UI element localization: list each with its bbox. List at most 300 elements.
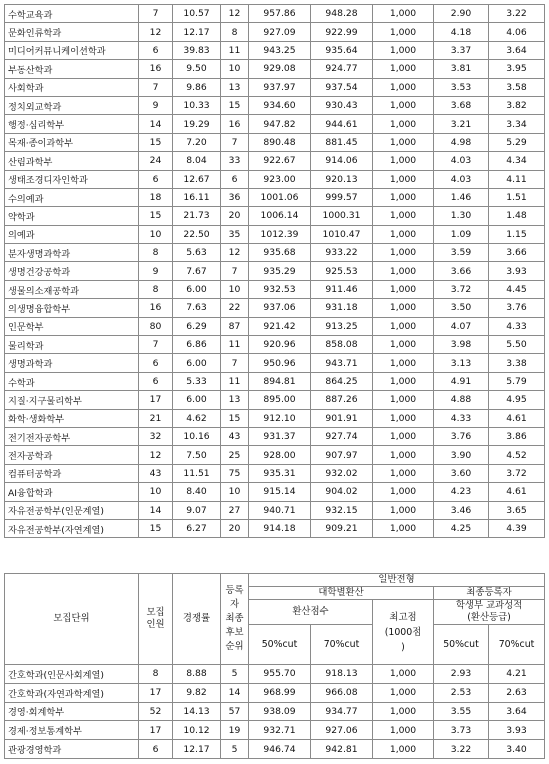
table-cell: 4.33 (434, 409, 489, 427)
table-cell: 5 (221, 740, 249, 759)
table-cell: 4.95 (489, 391, 545, 409)
header-cut50-score: 50%cut (249, 625, 311, 665)
table-row (5, 225, 545, 243)
table-cell: 4.61 (489, 409, 545, 427)
header-cut50-grade: 50%cut (434, 625, 489, 665)
table-cell: 934.77 (311, 702, 373, 721)
table-cell: 1,000 (373, 23, 434, 41)
table-cell: 75 (221, 464, 249, 482)
table-bottom-body (5, 665, 545, 759)
table-cell: 927.09 (249, 23, 311, 41)
table-cell: 934.60 (249, 96, 311, 114)
table-cell: 999.57 (311, 188, 373, 206)
table-cell: 918.13 (311, 665, 373, 684)
table-cell: 3.95 (489, 60, 545, 78)
table-row (5, 188, 545, 206)
table-cell: 858.08 (311, 336, 373, 354)
header-waitlist-rank: 등록 자 최종 후보 순위 (221, 574, 249, 665)
table-cell: 1,000 (373, 519, 434, 537)
table-row (5, 299, 545, 317)
department-name: 전자공학과 (5, 446, 139, 464)
table-cell: 43 (139, 464, 173, 482)
table-cell: 7.63 (173, 299, 221, 317)
table-cell: 938.09 (249, 702, 311, 721)
table-cell: 4.52 (489, 446, 545, 464)
table-cell: 43 (221, 427, 249, 445)
table-cell: 16 (139, 299, 173, 317)
table-cell: 1,000 (373, 170, 434, 188)
table-cell: 80 (139, 317, 173, 335)
table-cell: 3.90 (434, 446, 489, 464)
table-cell: 7 (139, 78, 173, 96)
table-cell: 1,000 (373, 5, 434, 23)
table-cell: 931.37 (249, 427, 311, 445)
table-cell: 12.67 (173, 170, 221, 188)
table-cell: 946.74 (249, 740, 311, 759)
table-cell: 10 (139, 483, 173, 501)
department-name: 경영·회계학부 (5, 702, 139, 721)
table-cell: 947.82 (249, 115, 311, 133)
table-cell: 4.06 (489, 23, 545, 41)
table-row (5, 740, 545, 759)
table-cell: 5.79 (489, 372, 545, 390)
table-cell: 19.29 (173, 115, 221, 133)
table-cell: 21 (139, 409, 173, 427)
table-cell: 937.06 (249, 299, 311, 317)
header-converted-score: 환산점수 (249, 600, 373, 625)
table-cell: 1,000 (373, 280, 434, 298)
department-name: 목재·종이과학부 (5, 133, 139, 151)
table-cell: 944.61 (311, 115, 373, 133)
table-cell: 929.08 (249, 60, 311, 78)
table-cell: 11.51 (173, 464, 221, 482)
table-cell: 3.22 (434, 740, 489, 759)
table-cell: 921.42 (249, 317, 311, 335)
table-row (5, 501, 545, 519)
table-cell: 7.20 (173, 133, 221, 151)
table-cell: 1,000 (373, 683, 434, 702)
department-name: 관광경영학과 (5, 740, 139, 759)
table-cell: 15 (221, 96, 249, 114)
table-cell: 932.02 (311, 464, 373, 482)
table-cell: 887.26 (311, 391, 373, 409)
table-cell: 25 (221, 446, 249, 464)
table-cell: 932.71 (249, 721, 311, 740)
table-cell: 17 (139, 721, 173, 740)
table-cell: 915.14 (249, 483, 311, 501)
table-cell: 1000.31 (311, 207, 373, 225)
table-cell: 2.63 (489, 683, 545, 702)
table-cell: 6 (221, 170, 249, 188)
table-cell: 10.33 (173, 96, 221, 114)
department-name: 간호학과(인문사회계열) (5, 665, 139, 684)
table-cell: 2.90 (434, 5, 489, 23)
table-cell: 9 (139, 96, 173, 114)
table-cell: 931.18 (311, 299, 373, 317)
table-cell: 1,000 (373, 354, 434, 372)
table-cell: 923.00 (249, 170, 311, 188)
table-cell: 1,000 (373, 299, 434, 317)
table-cell: 12 (221, 5, 249, 23)
table-cell: 6 (139, 372, 173, 390)
table-cell: 864.25 (311, 372, 373, 390)
table-cell: 890.48 (249, 133, 311, 151)
table-cell: 3.37 (434, 41, 489, 59)
table-cell: 1,000 (373, 152, 434, 170)
table-cell: 3.93 (489, 262, 545, 280)
department-name: 산림과학부 (5, 152, 139, 170)
header-unit: 모집단위 (5, 574, 139, 665)
table-cell: 17 (139, 391, 173, 409)
table-cell: 3.55 (434, 702, 489, 721)
table-cell: 3.76 (489, 299, 545, 317)
table-cell: 12 (139, 446, 173, 464)
table-cell: 924.77 (311, 60, 373, 78)
table-cell: 33 (221, 152, 249, 170)
table-row (5, 391, 545, 409)
table-cell: 10.16 (173, 427, 221, 445)
table-cell: 940.71 (249, 501, 311, 519)
table-top-body (5, 5, 545, 538)
table-cell: 4.39 (489, 519, 545, 537)
table-cell: 11 (221, 336, 249, 354)
table-cell: 907.97 (311, 446, 373, 464)
table-row (5, 5, 545, 23)
table-cell: 21.73 (173, 207, 221, 225)
table-cell: 3.64 (489, 41, 545, 59)
table-cell: 15 (139, 133, 173, 151)
table-row (5, 427, 545, 445)
header-grade: 학생부 교과성적 (환산등급) (434, 600, 545, 625)
table-row (5, 115, 545, 133)
department-name: 간호학과(자연과학계열) (5, 683, 139, 702)
header-conversion: 대학별환산 (249, 587, 434, 600)
table-row (5, 41, 545, 59)
table-cell: 6.29 (173, 317, 221, 335)
table-cell: 4.23 (434, 483, 489, 501)
table-cell: 4.03 (434, 152, 489, 170)
table-cell: 1.48 (489, 207, 545, 225)
table-cell: 1,000 (373, 244, 434, 262)
table-cell: 16.11 (173, 188, 221, 206)
table-cell: 7.67 (173, 262, 221, 280)
table-cell: 930.43 (311, 96, 373, 114)
table-cell: 10 (221, 280, 249, 298)
table-cell: 4.03 (434, 170, 489, 188)
table-cell: 1,000 (373, 115, 434, 133)
table-cell: 16 (139, 60, 173, 78)
department-name: 생명건강공학과 (5, 262, 139, 280)
table-cell: 4.91 (434, 372, 489, 390)
header-competition: 경쟁률 (173, 574, 221, 665)
table-cell: 1010.47 (311, 225, 373, 243)
table-cell: 3.98 (434, 336, 489, 354)
header-general: 일반전형 (249, 574, 545, 587)
table-row (5, 207, 545, 225)
table-cell: 22 (221, 299, 249, 317)
table-cell: 12.17 (173, 740, 221, 759)
table-cell: 12 (221, 244, 249, 262)
table-cell: 8.04 (173, 152, 221, 170)
table-cell: 1,000 (373, 96, 434, 114)
table-cell: 32 (139, 427, 173, 445)
table-cell: 3.66 (489, 244, 545, 262)
table-bottom-header (5, 574, 545, 665)
table-cell: 11 (221, 372, 249, 390)
table-cell: 3.46 (434, 501, 489, 519)
table-cell: 10 (139, 225, 173, 243)
department-name: 정치외교학과 (5, 96, 139, 114)
table-cell: 6.86 (173, 336, 221, 354)
table-cell: 3.82 (489, 96, 545, 114)
table-cell: 4.25 (434, 519, 489, 537)
table-cell: 9 (139, 262, 173, 280)
table-cell: 909.21 (311, 519, 373, 537)
table-cell: 913.25 (311, 317, 373, 335)
table-cell: 1012.39 (249, 225, 311, 243)
table-cell: 3.66 (434, 262, 489, 280)
table-cell: 14 (139, 501, 173, 519)
table-cell: 8.40 (173, 483, 221, 501)
table-cell: 3.93 (489, 721, 545, 740)
table-cell: 3.76 (434, 427, 489, 445)
department-name: 지질·지구물리학부 (5, 391, 139, 409)
table-cell: 3.68 (434, 96, 489, 114)
table-cell: 943.71 (311, 354, 373, 372)
table-cell: 1,000 (373, 336, 434, 354)
table-cell: 3.21 (434, 115, 489, 133)
table-cell: 1,000 (373, 702, 434, 721)
table-cell: 9.07 (173, 501, 221, 519)
table-cell: 955.70 (249, 665, 311, 684)
table-cell: 4.61 (489, 483, 545, 501)
table-cell: 950.96 (249, 354, 311, 372)
table-cell: 922.67 (249, 152, 311, 170)
table-cell: 935.29 (249, 262, 311, 280)
table-cell: 957.86 (249, 5, 311, 23)
department-name: 화학·생화학부 (5, 409, 139, 427)
department-name: 전기전자공학부 (5, 427, 139, 445)
table-cell: 4.45 (489, 280, 545, 298)
table-cell: 4.07 (434, 317, 489, 335)
table-cell: 937.54 (311, 78, 373, 96)
table-cell: 1,000 (373, 464, 434, 482)
table-cell: 5 (221, 665, 249, 684)
table-cell: 1,000 (373, 391, 434, 409)
table-row (5, 483, 545, 501)
table-cell: 11 (221, 41, 249, 59)
table-cell: 5.50 (489, 336, 545, 354)
table-cell: 1006.14 (249, 207, 311, 225)
table-cell: 6 (139, 740, 173, 759)
table-cell: 935.68 (249, 244, 311, 262)
table-cell: 1.30 (434, 207, 489, 225)
table-cell: 5.63 (173, 244, 221, 262)
table-cell: 3.86 (489, 427, 545, 445)
table-cell: 966.08 (311, 683, 373, 702)
table-row (5, 354, 545, 372)
table-cell: 10.12 (173, 721, 221, 740)
table-cell: 3.38 (489, 354, 545, 372)
table-cell: 5.29 (489, 133, 545, 151)
table-cell: 932.15 (311, 501, 373, 519)
department-name: 수학과 (5, 372, 139, 390)
table-cell: 1,000 (373, 133, 434, 151)
table-row (5, 170, 545, 188)
table-cell: 6 (139, 354, 173, 372)
table-cell: 1,000 (373, 60, 434, 78)
department-name: 수의예과 (5, 188, 139, 206)
table-cell: 901.91 (311, 409, 373, 427)
table-cell: 1001.06 (249, 188, 311, 206)
table-cell: 3.58 (489, 78, 545, 96)
table-cell: 6.00 (173, 391, 221, 409)
table-cell: 9.86 (173, 78, 221, 96)
table-row (5, 280, 545, 298)
table-cell: 928.00 (249, 446, 311, 464)
table-cell: 19 (221, 721, 249, 740)
table-cell: 13 (221, 391, 249, 409)
table-cell: 3.13 (434, 354, 489, 372)
table-row (5, 409, 545, 427)
table-cell: 4.11 (489, 170, 545, 188)
table-cell: 15 (139, 519, 173, 537)
table-cell: 35 (221, 225, 249, 243)
table-row (5, 152, 545, 170)
table-cell: 920.96 (249, 336, 311, 354)
department-name: 분자생명과학과 (5, 244, 139, 262)
department-name: 약학과 (5, 207, 139, 225)
table-cell: 9.50 (173, 60, 221, 78)
table-row (5, 78, 545, 96)
table-cell: 920.13 (311, 170, 373, 188)
table-cell: 895.00 (249, 391, 311, 409)
department-name: 사회학과 (5, 78, 139, 96)
table-cell: 36 (221, 188, 249, 206)
table-row (5, 60, 545, 78)
table-cell: 2.93 (434, 665, 489, 684)
table-cell: 4.18 (434, 23, 489, 41)
table-row (5, 665, 545, 684)
table-cell: 1.51 (489, 188, 545, 206)
table-cell: 3.40 (489, 740, 545, 759)
table-cell: 1,000 (373, 317, 434, 335)
table-cell: 4.34 (489, 152, 545, 170)
table-cell: 12 (139, 23, 173, 41)
table-cell: 968.99 (249, 683, 311, 702)
table-cell: 8 (221, 23, 249, 41)
department-name: 수학교육과 (5, 5, 139, 23)
table-cell: 881.45 (311, 133, 373, 151)
table-cell: 1,000 (373, 372, 434, 390)
table-cell: 8 (139, 665, 173, 684)
table-cell: 17 (139, 683, 173, 702)
table-cell: 27 (221, 501, 249, 519)
department-name: 부동산학과 (5, 60, 139, 78)
table-cell: 6.27 (173, 519, 221, 537)
table-cell: 912.10 (249, 409, 311, 427)
table-cell: 7 (221, 133, 249, 151)
table-cell: 7 (221, 262, 249, 280)
table-cell: 3.60 (434, 464, 489, 482)
table-cell: 13 (221, 78, 249, 96)
table-cell: 1.46 (434, 188, 489, 206)
table-cell: 4.21 (489, 665, 545, 684)
table-cell: 894.81 (249, 372, 311, 390)
table-row (5, 446, 545, 464)
table-cell: 7.50 (173, 446, 221, 464)
table-cell: 3.53 (434, 78, 489, 96)
table-cell: 922.99 (311, 23, 373, 41)
table-cell: 8 (139, 280, 173, 298)
table-cell: 1,000 (373, 427, 434, 445)
department-name: 미디어커뮤니케이션학과 (5, 41, 139, 59)
table-cell: 39.83 (173, 41, 221, 59)
table-row (5, 372, 545, 390)
table-cell: 14 (221, 683, 249, 702)
table-cell: 1,000 (373, 665, 434, 684)
table-cell: 3.81 (434, 60, 489, 78)
table-cell: 914.06 (311, 152, 373, 170)
table-cell: 1,000 (373, 740, 434, 759)
table-cell: 1,000 (373, 262, 434, 280)
table-cell: 6.00 (173, 354, 221, 372)
department-name: 문화인류학과 (5, 23, 139, 41)
table-cell: 935.64 (311, 41, 373, 59)
table-cell: 1,000 (373, 501, 434, 519)
table-cell: 52 (139, 702, 173, 721)
table-cell: 22.50 (173, 225, 221, 243)
table-cell: 942.81 (311, 740, 373, 759)
table-cell: 14 (139, 115, 173, 133)
table-row (5, 721, 545, 740)
table-cell: 3.64 (489, 702, 545, 721)
table-cell: 6.00 (173, 280, 221, 298)
table-cell: 3.34 (489, 115, 545, 133)
table-cell: 1.09 (434, 225, 489, 243)
table-cell: 1,000 (373, 78, 434, 96)
header-cut70-score: 70%cut (311, 625, 373, 665)
table-cell: 20 (221, 519, 249, 537)
header-final-registrant: 최종등록자 (434, 587, 545, 600)
department-name: 의예과 (5, 225, 139, 243)
table-cell: 932.53 (249, 280, 311, 298)
table-cell: 3.65 (489, 501, 545, 519)
table-cell: 1,000 (373, 483, 434, 501)
table-cell: 10.57 (173, 5, 221, 23)
table-row (5, 23, 545, 41)
table-cell: 24 (139, 152, 173, 170)
table-row (5, 464, 545, 482)
table-row (5, 133, 545, 151)
table-cell: 937.97 (249, 78, 311, 96)
table-cell: 87 (221, 317, 249, 335)
table-cell: 8.88 (173, 665, 221, 684)
department-name: 자유전공학부(인문계열) (5, 501, 139, 519)
table-cell: 935.31 (249, 464, 311, 482)
table-cell: 4.33 (489, 317, 545, 335)
table-row (5, 244, 545, 262)
table-cell: 3.22 (489, 5, 545, 23)
table-cell: 8 (139, 244, 173, 262)
table-row (5, 336, 545, 354)
department-name: 행정·심리학부 (5, 115, 139, 133)
table-cell: 57 (221, 702, 249, 721)
table-cell: 15 (139, 207, 173, 225)
table-cell: 7 (139, 336, 173, 354)
table-cell: 1,000 (373, 41, 434, 59)
table-cell: 1.15 (489, 225, 545, 243)
